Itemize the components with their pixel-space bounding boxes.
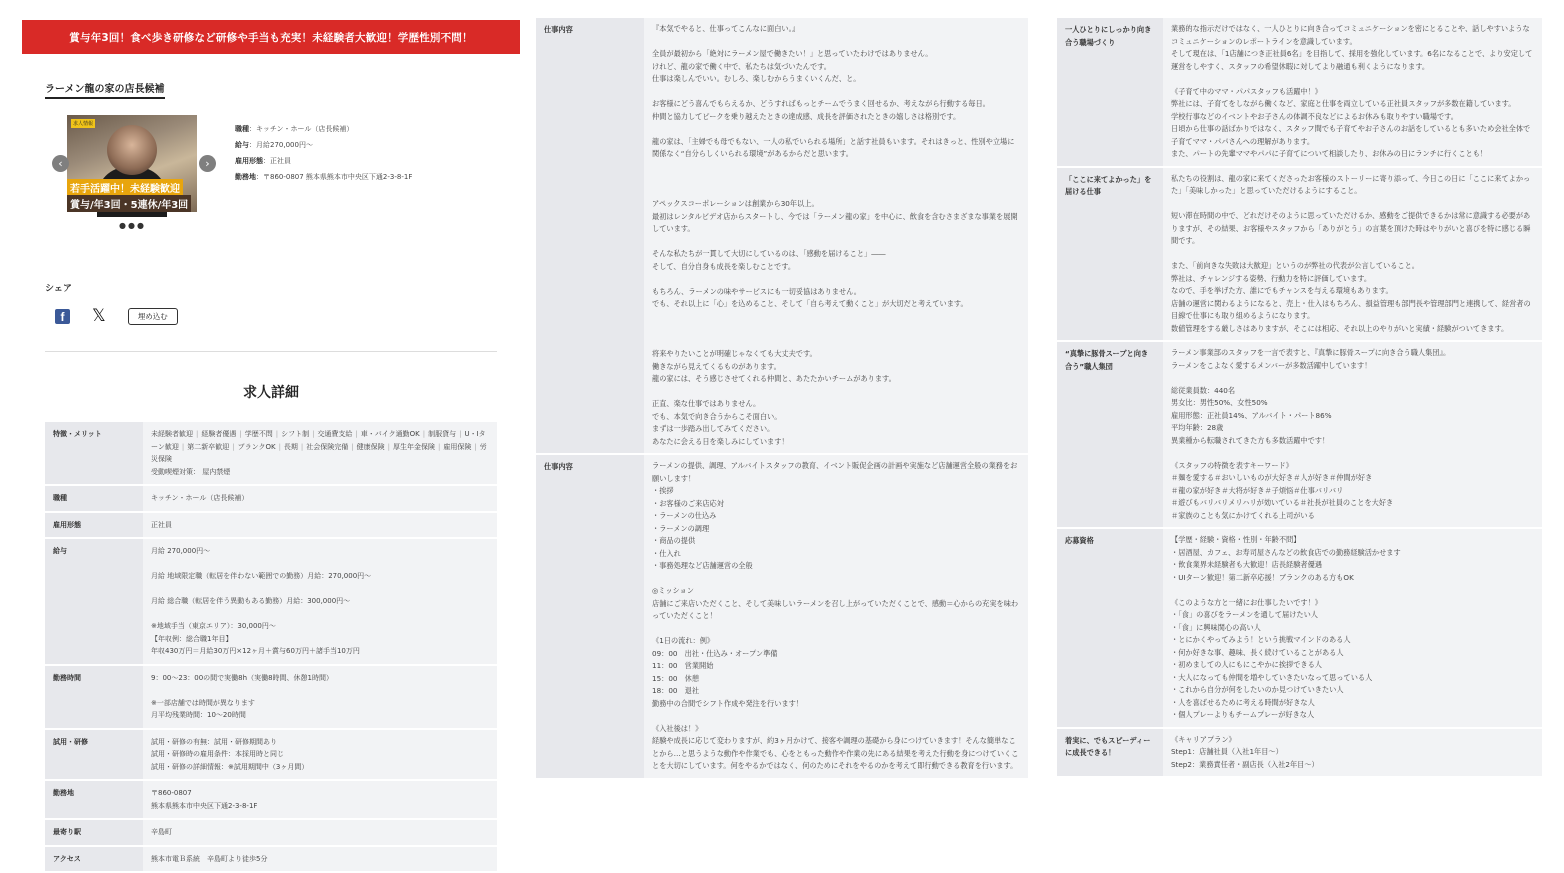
row-paragraph: 業務的な指示だけではなく、一人ひとりに向き合ってコミュニケーションを密にとることや、話しやすいようなコミュニケーションのレポートラインを意識しています。 そして現在は、「1店舗につき正社員6名」を目指して、採用を強化しています。6名になることで、より安定して運営をしやすく、スタッフの希望休暇に対してより融通も利くようになります。 bbox=[1171, 24, 1533, 71]
row-label: 最寄り駅 bbox=[45, 819, 143, 846]
row-paragraph: 《1日の流れ：例》 09：00 出社・仕込み・オープン準備 11：00 営業開始 15：00 休憩 18：00 退社 勤務中の合間でシフト作成や発注を行います！ bbox=[652, 636, 803, 708]
job-header-column bbox=[22, 0, 520, 863]
row-value: キッチン・ホール（店長候補） bbox=[143, 485, 497, 512]
row-paragraph: また、「前向きな失敗は大歓迎」というのが弊社の代表が公言していること。 弊社は、チャレンジする姿勢、行動力を特に評価しています。 なので、手を挙げた方、誰にでもチャンスを与える環境もあります。 店舗の運営に関わるようになると、売上・仕入はもちろん、損益管理も部門長や管理部門と連携して、経営者の目線で仕事にも取り組めるようになります。 数値管理をする厳しさはありますが、そこには相応、それ以上のやりがいと実績・経験がついてきます。 bbox=[1171, 261, 1531, 333]
row-label: 仕事内容 bbox=[536, 454, 644, 779]
row-label: アクセス bbox=[45, 846, 143, 873]
job-description-column bbox=[536, 0, 1028, 836]
carousel-prev-icon[interactable]: ‹ bbox=[52, 155, 69, 172]
feature-chip: シフト制 bbox=[281, 430, 310, 438]
feature-chip: 経験者優遇 bbox=[201, 430, 237, 438]
chip-separator: | bbox=[239, 430, 242, 438]
row-paragraph: もちろん、ラーメンの味やサービスにも一切妥協はありません。 でも、それ以上に「心」を込めること、そして「自ら考えて動くこと」が大切だと考えています。 bbox=[652, 286, 968, 308]
summary-row: 給与：月給270,000円〜 bbox=[235, 141, 313, 149]
row-paragraph bbox=[652, 323, 1020, 336]
table-row bbox=[45, 729, 497, 781]
row-paragraph: 【学歴・経験・資格・性別・年齢不問】 ・居酒屋、カフェ、お寿司屋さんなどの飲食店での勤務経験活かせます ・飲食業界未経験者も大歓迎！店長経験者優遇 ・UIターン歓迎！第二新卒応援！ブランクのある方もOK bbox=[1171, 535, 1401, 582]
row-label: 応募資格 bbox=[1057, 528, 1163, 728]
row-value: 正社員 bbox=[143, 512, 497, 539]
row-paragraph: 『本気でやると、仕事ってこんなに面白い。』 bbox=[652, 24, 800, 33]
table-row bbox=[45, 819, 497, 846]
row-value bbox=[1163, 728, 1542, 778]
row-paragraph: 《子育て中のママ・パパスタッフも活躍中！》 弊社には、子育てをしながら働くなど、家庭と仕事を両立している正社員スタッフが多数在籍しています。 学校行事などのイベントやお子さんの体調不良などによるお休みも取りやすい職場です。 日頃から仕事の話ばかりではなく、スタッフ間でも子育てやお子さんのお話をしているとも多いため会社全体で子育てママ・パパさんへの理解があります。 また、パートの先輩ママやパパに子育てについて相談したり、お休みの日にランチに行くことも！ bbox=[1171, 86, 1531, 158]
row-paragraph: ラーメン事業部のスタッフを一言で表すと、『真摯に豚骨スープに向き合う職人集団』。 ラーメンをこよなく愛するメンバーが多数活躍中しています！ bbox=[1171, 348, 1451, 370]
row-paragraph: 将来やりたいことが明確じゃなくても大丈夫です。 働きながら見えてくるものがあります。 龍の家には、そう感じさせてくれる仲間と、あたたかいチームがあります。 bbox=[652, 349, 896, 383]
row-label: 雇用形態 bbox=[45, 512, 143, 539]
table-row bbox=[1057, 528, 1542, 728]
row-paragraph: 正直、楽な仕事ではありません。 でも、本気で向き合うからこそ面白い。 まずは一歩踏み出してみてください。 あなたに会える日を楽しみにしています！ bbox=[652, 399, 789, 446]
photo-caption-1: 若手活躍中！未経験歓迎 bbox=[67, 179, 183, 196]
job-summary bbox=[235, 121, 412, 241]
table-row bbox=[45, 485, 497, 512]
row-label: “真摯に豚骨スープと向き合う”職人集団 bbox=[1057, 341, 1163, 528]
chip-separator: | bbox=[351, 442, 354, 451]
feature-chip: 学歴不問 bbox=[244, 430, 273, 438]
feature-chip: 車・バイク通勤OK bbox=[360, 430, 420, 438]
embed-button[interactable]: 埋め込む bbox=[128, 308, 178, 325]
photo-tag: 求人情報 bbox=[73, 121, 94, 127]
chip-separator: | bbox=[275, 430, 279, 438]
row-value bbox=[644, 18, 1028, 454]
table-row bbox=[45, 538, 497, 665]
share-label: シェア bbox=[45, 284, 72, 294]
row-paragraph: お客様にどう喜んでもらえるか、どうすればもっとチームでうまく回せるか、考えながら行動する毎日。 仲間と協力してピークを乗り越えたときの達成感、成長を評価されたときの嬉しさは格別です。 bbox=[652, 99, 990, 121]
row-value bbox=[143, 665, 497, 729]
row-paragraph: 月給 総合職（転居を伴う異動もある勤務）月給：300,000円〜 bbox=[151, 597, 351, 605]
workplace-column bbox=[1057, 0, 1542, 836]
facebook-icon[interactable]: f bbox=[55, 309, 70, 324]
table-row bbox=[536, 18, 1028, 454]
features-cell bbox=[143, 422, 497, 485]
share-row bbox=[45, 308, 497, 325]
job-photo bbox=[67, 115, 197, 212]
feature-chips bbox=[151, 428, 489, 466]
row-value: 熊本市電Ｂ系統 辛島町より徒歩5分 bbox=[143, 846, 497, 873]
row-paragraph: 〒860-0807 熊本県熊本市中央区下通2-3-8-1F bbox=[151, 789, 258, 810]
chip-separator: | bbox=[300, 442, 304, 451]
chip-separator: | bbox=[459, 430, 462, 438]
x-icon[interactable]: 𝕏 bbox=[92, 306, 106, 326]
photo-carousel[interactable] bbox=[45, 115, 210, 241]
chip-separator: | bbox=[474, 442, 477, 451]
row-label: 給与 bbox=[45, 538, 143, 665]
feature-chip: 労災保険 bbox=[151, 442, 487, 463]
table-row bbox=[45, 422, 497, 485]
table-row bbox=[1057, 167, 1542, 342]
feature-chip: ブランクOK bbox=[237, 442, 276, 451]
row-paragraph: 試用・研修の有無：試用・研修期間あり 試用・研修時の雇用条件：本採用時と同じ 試用・研修の詳細情報：※試用期間中（3ヶ月間） bbox=[151, 737, 309, 771]
feature-chip: 厚生年金保険 bbox=[393, 442, 435, 451]
summary-row: 雇用形態：正社員 bbox=[235, 157, 291, 165]
chip-separator: | bbox=[278, 442, 281, 451]
row-label: 一人ひとりにしっかり向き合う職場づくり bbox=[1057, 18, 1163, 167]
features-extra: 受動喫煙対策： 屋内禁煙 bbox=[151, 467, 231, 476]
row-paragraph: 《スタッフの特徴を表すキーワード》 ＃麺を愛する＃おいしいものが大好き＃人が好き＃仲間が好き ＃龍の家が好き＃大将が好き＃子煩悩＃仕事バリバリ ＃遊びもバリバリメリハリが効いている＃社長が社員のことを大好き ＃家族のことも気にかけてくれる上司がいる bbox=[1171, 460, 1394, 520]
row-paragraph: 短い滞在時間の中で、どれだけそのように思っていただけるか、感動をご提供できるかは常に意識する必要がありますが、その結果、お客様やスタッフから「ありがとう」の言葉を頂けた時はやりがいと喜びを特に感じる瞬間です。 bbox=[1171, 211, 1531, 245]
row-label: 勤務地 bbox=[45, 780, 143, 819]
row-value bbox=[143, 780, 497, 819]
feature-chip: 制服貸与 bbox=[428, 430, 457, 438]
photo-caption-2: 賞与/年3回・5連休/年3回 bbox=[67, 195, 191, 212]
row-value: 辛島町 bbox=[143, 819, 497, 846]
table-row bbox=[45, 665, 497, 729]
feature-chip: 交通費支給 bbox=[317, 430, 353, 438]
row-paragraph: 《キャリアプラン》 Step1：店舗社員（入社1年目〜） Step2：業務責任者・副店長（入社2年目〜） bbox=[1171, 734, 1319, 769]
summary-row: 職種：キッチン・ホール（店長候補） bbox=[235, 125, 354, 133]
table-row bbox=[1057, 728, 1542, 778]
details-table bbox=[45, 422, 497, 873]
table-row bbox=[45, 512, 497, 539]
row-value bbox=[143, 729, 497, 781]
row-paragraph: 9：00〜23：00の間で実働8h（実働8時間、休憩1時間） bbox=[151, 673, 333, 682]
row-paragraph: ※一部店舗では時間が異なります 月平均残業時間：10〜20時間 bbox=[151, 698, 255, 719]
row-paragraph: 月給 地域限定職（転居を伴わない範囲での勤務）月給：270,000円〜 bbox=[151, 572, 372, 580]
row-value bbox=[1163, 341, 1542, 528]
row-paragraph bbox=[652, 173, 1020, 186]
row-label: 特徴・メリット bbox=[45, 422, 143, 485]
feature-chip: 健康保険 bbox=[356, 442, 385, 451]
table-row bbox=[1057, 18, 1542, 167]
table-row bbox=[1057, 341, 1542, 528]
chip-separator: | bbox=[312, 430, 315, 438]
job-content-table bbox=[536, 18, 1028, 780]
table-row bbox=[536, 454, 1028, 779]
row-label: 職種 bbox=[45, 485, 143, 512]
row-paragraph: 月給 270,000円〜 bbox=[151, 547, 211, 555]
row-label: 仕事内容 bbox=[536, 18, 644, 454]
row-value bbox=[143, 538, 497, 665]
table-row bbox=[45, 846, 497, 873]
summary-row: 勤務地：〒860-0807 熊本県熊本市中央区下通2-3-8-1F bbox=[235, 173, 413, 181]
row-paragraph: ラーメンの提供、調理、アルバイトスタッフの教育、イベント販促企画の計画や実施など店舗運営全般の業務をお願いします！ ・挨拶 ・お客様のご来店応対 ・ラーメンの仕込み ・ラーメンの調理 ・商品の提供 ・仕入れ ・事務処理など店舗運営の全般 bbox=[652, 461, 1018, 570]
row-paragraph: 龍の家は、「主婦でも母でもない、一人の私でいられる場所」と話す社員もいます。それはきっと、性別や立場に関係なく“自分らしくいられる環境”があるからだと思います。 bbox=[652, 136, 1015, 158]
feature-chip: 長期 bbox=[283, 442, 298, 451]
row-value bbox=[1163, 528, 1542, 728]
chip-separator: | bbox=[196, 430, 199, 438]
chip-separator: | bbox=[422, 430, 426, 438]
row-value bbox=[1163, 167, 1542, 342]
row-label: 「ここに来てよかった」を届ける仕事 bbox=[1057, 167, 1163, 342]
row-paragraph: 《このような方と一緒にお仕事したいです！》 ・「食」の喜びをラーメンを通して届けたい人 ・「食」に興味関心の高い人 ・とにかくやってみよう！という挑戦マインドのある人 ・何か好きな事、趣味、長く続けていることがある人 ・初めましての人にもにこやかに挨拶できる人 ・大人になっても仲間を増やしていきたいなって思っている人 ・これから自分が何をしたいのか見つけていきたい人 ・人を喜ばせるために考える時間が好きな人 ・個人プレーよりもチームプレーが好きな人 bbox=[1171, 597, 1373, 719]
row-paragraph: ◎ミッション 店舗にご来店いただくこと、そして美味しいラーメンを召し上がっていただくことで、感動＝心からの充実を味わっていただくこと！ bbox=[652, 586, 1019, 620]
divider bbox=[45, 351, 497, 352]
workplace-table bbox=[1057, 18, 1542, 778]
chip-separator: | bbox=[232, 442, 235, 451]
job-title[interactable]: ラーメン龍の家の店長候補 bbox=[45, 80, 165, 99]
row-label: 着実に、でもスピーディーに成長できる！ bbox=[1057, 728, 1163, 778]
row-value bbox=[1163, 18, 1542, 167]
chip-separator: | bbox=[181, 442, 185, 451]
row-paragraph: 私たちの役割は、龍の家に来てくださったお客様のストーリーに寄り添って、今日この日に「ここに来てよかった」「美味しかった」と思っていただけるようにすること。 bbox=[1171, 173, 1531, 195]
row-paragraph: 全員が最初から「絶対にラーメン屋で働きたい！」と思っていたわけではありません。 けれど、龍の家で働く中で、私たちは気づいたんです。 仕事は楽しんでいい。むしろ、楽しむからうまくいくんだ、と。 bbox=[652, 49, 933, 83]
feature-chip: 雇用保険 bbox=[443, 442, 472, 451]
feature-chip: 未経験者歓迎 bbox=[151, 430, 193, 438]
feature-chip: U・Iターン歓迎 bbox=[151, 430, 486, 451]
carousel-dots[interactable]: ●●● bbox=[119, 221, 146, 230]
feature-chip: 第二新卒歓迎 bbox=[187, 442, 230, 451]
row-paragraph: 総従業員数：440名 男女比：男性50%、女性50% 雇用形態：正社員14%、アルバイト・パート86% 平均年齢：28歳 異業種から転職されてきた方も多数活躍中です！ bbox=[1171, 385, 1332, 445]
chip-separator: | bbox=[387, 442, 390, 451]
row-label: 勤務時間 bbox=[45, 665, 143, 729]
chip-separator: | bbox=[355, 430, 358, 438]
chip-separator: | bbox=[438, 442, 441, 451]
row-paragraph: そんな私たちが一貫して大切にしているのは、「感動を届けること」―― そして、自分自身も成長を楽しむことです。 bbox=[652, 249, 886, 271]
table-row bbox=[45, 780, 497, 819]
feature-chip: 社会保険完備 bbox=[306, 442, 349, 451]
row-paragraph: アペックスコーポレーションは創業から30年以上。 最初はレンタルビデオ店からスタートし、今では「ラーメン龍の家」を中心に、飲食を含むさまざまな事業を展開しています。 bbox=[652, 199, 1018, 233]
section-title: 求人詳細 bbox=[243, 385, 299, 401]
promo-banner: 賞与年3回！食べ歩き研修など研修や手当も充実！未経験者大歓迎！学歴性別不問！ bbox=[22, 20, 520, 54]
carousel-next-icon[interactable]: › bbox=[199, 155, 216, 172]
row-paragraph: 《入社後は！》 経験や成長に応じて変わりますが、約3ヶ月かけて、接客や調理の基礎から身につけていきます！そんな簡単なことから…と思うような動作や作業でも、心をともった動作や作業の先にある結果を考えた行動を身につけていくことを大切にしています。何をやるかではなく、何のためにそれをやるのかを考えて即行動できる教育を行います。 bbox=[652, 723, 1019, 770]
row-label: 試用・研修 bbox=[45, 729, 143, 781]
row-value bbox=[644, 454, 1028, 779]
row-paragraph: ※地域手当（東京エリア）：30,000円〜 【年収例：総合職1年目】 年収430万円＝月給30万円×12ヶ月＋賞与60万円＋諸手当10万円 bbox=[151, 622, 360, 655]
